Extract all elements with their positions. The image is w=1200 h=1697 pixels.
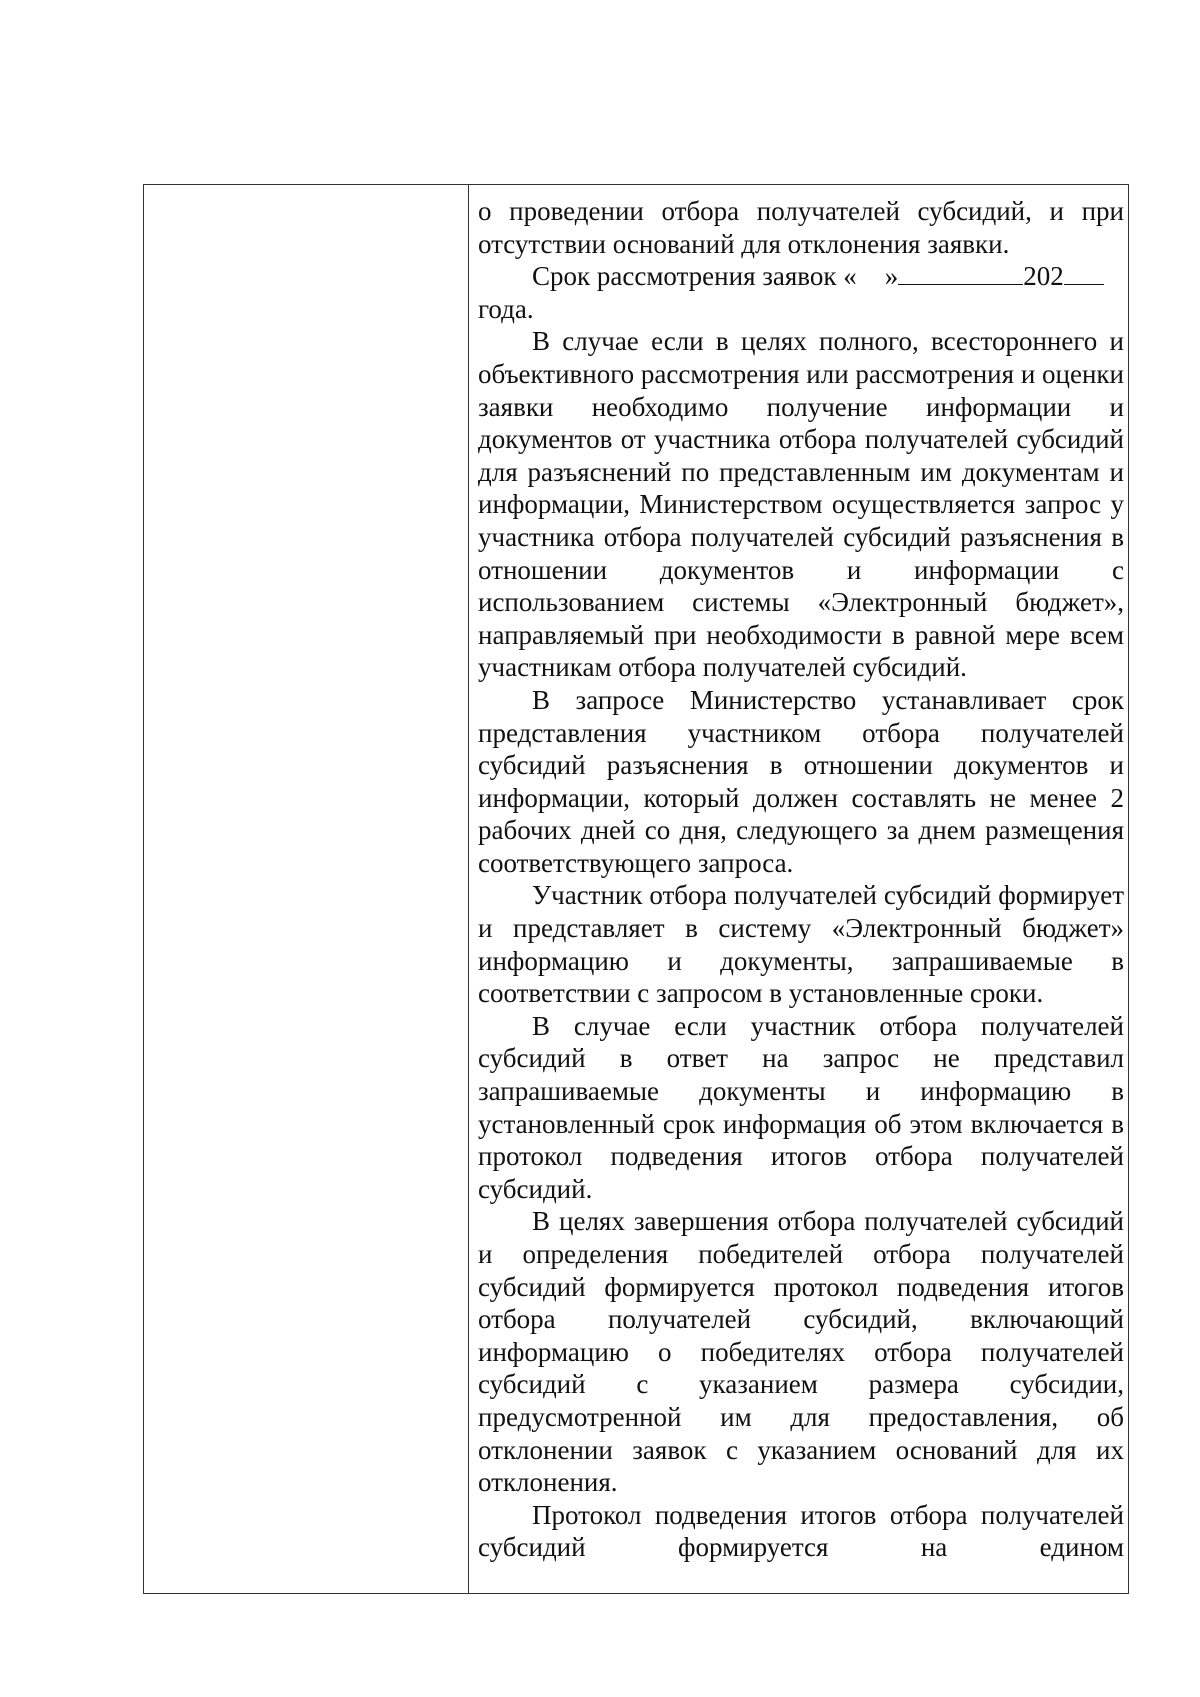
paragraph-4: В запросе Министерство устанавливает срок представления участником отбора получателей субсидий разъяснения в отношении документов и информации, который должен составлять не менее 2 рабочих дней со дня, следующего за днем размещения соответствующего запроса.: [478, 684, 1124, 878]
year-blank: [1064, 262, 1104, 285]
paragraph-6: В случае если участник отбора получателей субсидий в ответ на запрос не представил запрашиваемые документы и информацию в установленный срок информация об этом включается в протокол подведения итогов отбора получателей субсидий.: [478, 1010, 1124, 1204]
paragraph-5: Участник отбора получателей субсидий формирует и представляет в систему «Электронный бюджет» информацию и документы, запрашиваемые в соответствии с запросом в установленные сроки.: [478, 880, 1124, 1009]
paragraph-8: Протокол подведения итогов отбора получателей субсидий формируется на едином: [478, 1499, 1124, 1563]
left-column: [144, 185, 469, 1593]
month-blank: [898, 262, 1023, 285]
quote-close: »: [884, 261, 899, 292]
review-deadline-label: Срок рассмотрения заявок «: [532, 261, 857, 292]
year-prefix: 202: [1023, 261, 1064, 292]
right-column: [469, 185, 1128, 1593]
document-table: [143, 184, 1129, 1594]
paragraph-7: В целях завершения отбора получателей субсидий и определения победителей отбора получателей субсидий формируется протокол подведения итогов отбора получателей субсидий, включающий информацию о победителях отбора получателей субсидий с указанием размера субсидии, предусмотренной им для предоставления, об отклонении заявок с указанием оснований для их отклонения.: [478, 1206, 1124, 1498]
paragraph-3: В случае если в целях полного, всестороннего и объективного рассмотрения или рассмотрения и оценки заявки необходимо получение информации и документов от участника отбора получателей субсидий для разъяснений по представленным им документам и информации, Министерством осуществляется запрос у участника отбора получателей субсидий разъяснения в отношении документов и информации с использованием системы «Электронный бюджет», направляемый при необходимости в равной мере всем участникам отбора получателей субсидий.: [478, 326, 1124, 683]
paragraph-review-deadline: [478, 260, 1124, 293]
paragraph-review-deadline-suffix: года.: [478, 293, 534, 324]
paragraph-1: о проведении отбора получателей субсидий, и при отсутствии оснований для отклонения заявки.: [478, 196, 1124, 259]
